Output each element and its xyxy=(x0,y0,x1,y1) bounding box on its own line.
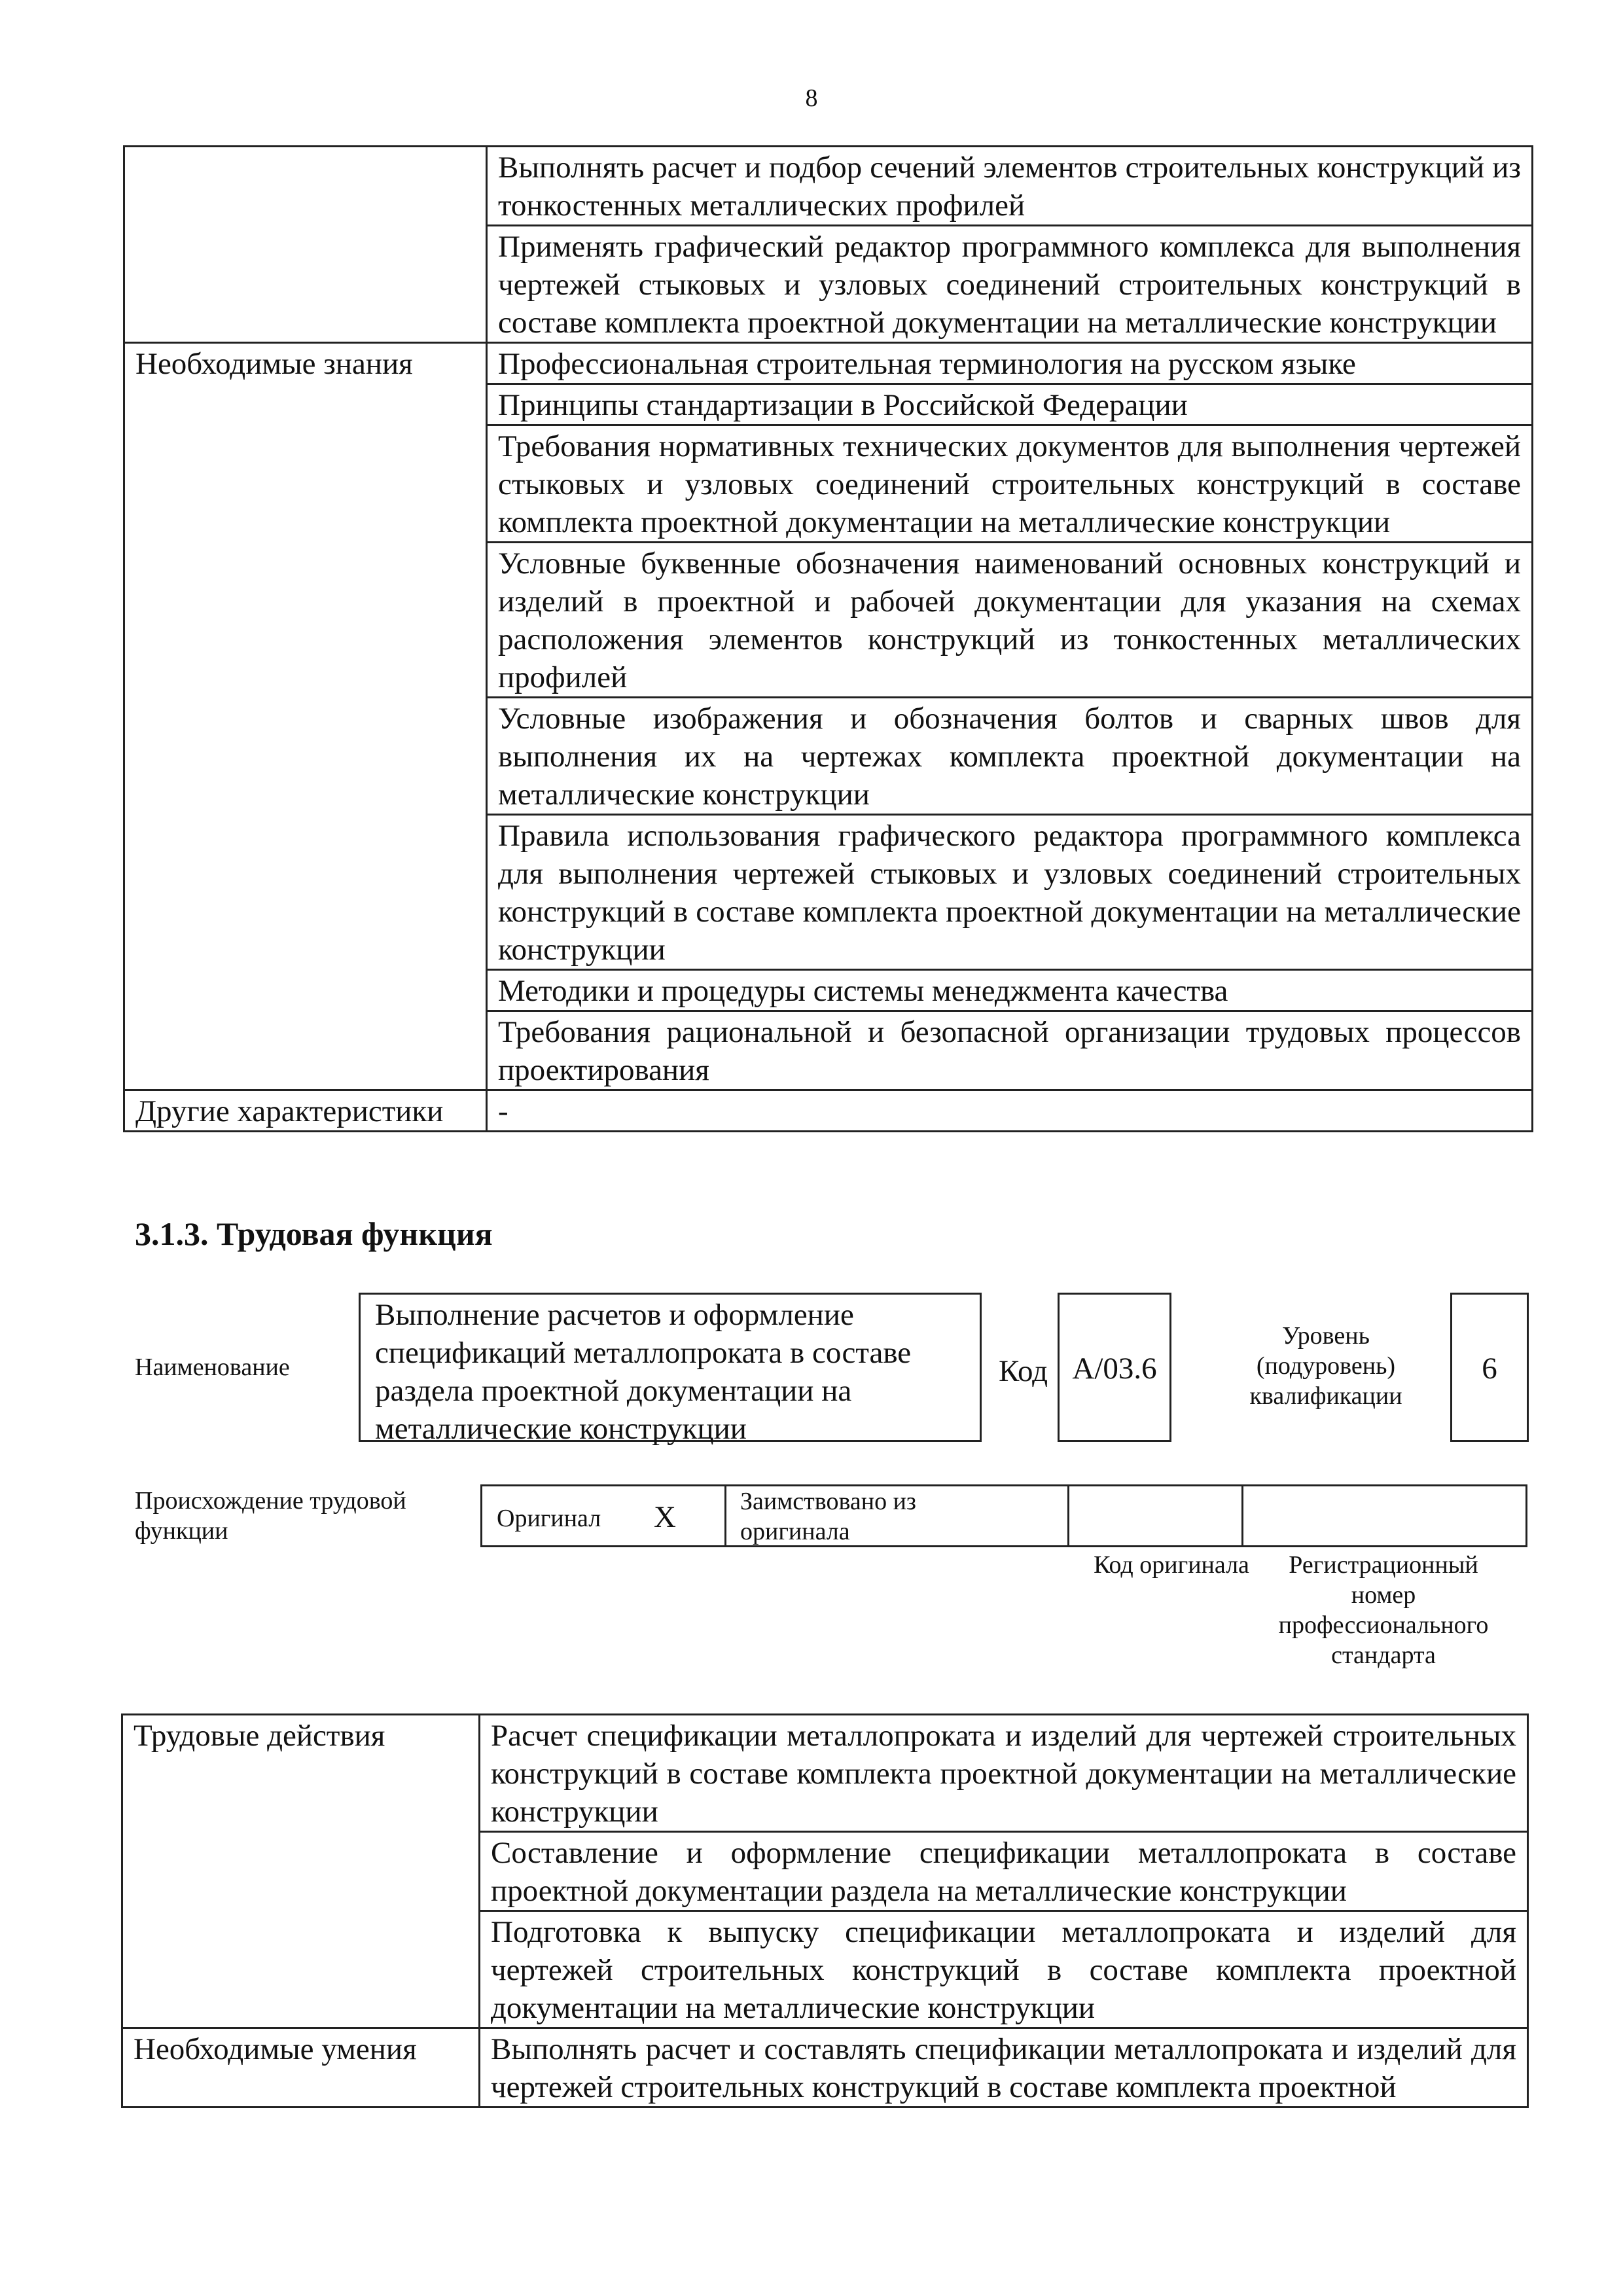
divider xyxy=(1241,1486,1243,1545)
borrowed-label: Заимствовано из оригинала xyxy=(740,1488,916,1545)
table-cell: Расчет спецификации металлопроката и изделий для чертежей строительных конструкций в составе комплекта проектной документации на металлические конструкции xyxy=(480,1715,1528,1832)
divider xyxy=(724,1486,726,1545)
competency-table-top xyxy=(123,145,1533,1132)
original-label: Оригинал xyxy=(497,1505,601,1532)
table-row xyxy=(124,1090,1533,1132)
divider xyxy=(1067,1486,1069,1545)
function-name: Выполнение расчетов и оформление спецификаций металлопроката в составе раздела проектной документации на металлические конструкции xyxy=(375,1298,912,1446)
function-name-box xyxy=(359,1293,982,1446)
table-cell: Подготовка к выпуску спецификации металлопроката и изделий для чертежей строительных конструкций в составе комплекта проектной документации на металлические конструкции xyxy=(480,1911,1528,2028)
name-label: Наименование xyxy=(135,1354,290,1381)
table-cell: - xyxy=(487,1090,1533,1132)
table-cell: Составление и оформление спецификации металлопроката в составе проектной документации раздела на металлические конструкции xyxy=(480,1832,1528,1911)
table-cell: Условные изображения и обозначения болтов и сварных швов для выполнения их на чертежах комплекта проектной документации на металлические конструкции xyxy=(487,698,1533,815)
section-heading: 3.1.3. Трудовая функция xyxy=(135,1215,493,1252)
table-cell: Требования рациональной и безопасной организации трудовых процессов проектирования xyxy=(487,1011,1533,1090)
table-row xyxy=(124,343,1533,384)
table-cell: Принципы стандартизации в Российской Федерации xyxy=(487,384,1533,425)
table-row xyxy=(122,1715,1528,1832)
row-label-actions: Трудовые действия xyxy=(122,1715,480,2028)
table-cell: Правила использования графического редактора программного комплекса для выполнения чертежей стыковых и узловых соединений строительных конструкций в составе комплекта проектной документации на металлические конструкции xyxy=(487,815,1533,970)
original-mark: X xyxy=(654,1500,676,1534)
table-cell: Условные буквенные обозначения наименований основных конструкций и изделий в проектной и рабочей документации для указания на схемах расположения элементов конструкций из тонкостенных металлических профилей xyxy=(487,543,1533,698)
origin-label: Происхождение трудовой функции xyxy=(135,1487,406,1545)
table-cell: Выполнять расчет и подбор сечений элементов строительных конструкций из тонкостенных металлических профилей xyxy=(487,147,1533,226)
origin-box xyxy=(480,1484,1527,1547)
code-value: А/03.6 xyxy=(1072,1352,1157,1386)
level-box xyxy=(1450,1293,1529,1442)
table-cell: Требования нормативных технических документов для выполнения чертежей стыковых и узловых соединений строительных конструкций в составе комплекта проектной документации на металлические конструкции xyxy=(487,425,1533,543)
row-label xyxy=(124,147,487,343)
table-cell: Применять графический редактор программного комплекса для выполнения чертежей стыковых и узловых соединений строительных конструкций в составе комплекта проектной документации на металлические конструкции xyxy=(487,226,1533,343)
table-row xyxy=(122,2028,1528,2108)
row-label-other: Другие характеристики xyxy=(124,1090,487,1132)
page-number: 8 xyxy=(805,84,818,112)
table-cell: Выполнять расчет и составлять спецификации металлопроката и изделий для чертежей строительных конструкций в составе комплекта проектной xyxy=(480,2028,1528,2108)
code-label: Код xyxy=(999,1354,1048,1388)
level-value: 6 xyxy=(1482,1352,1497,1386)
table-cell: Методики и процедуры системы менеджмента качества xyxy=(487,970,1533,1011)
table-row xyxy=(124,147,1533,226)
table-cell: Профессиональная строительная терминология на русском языке xyxy=(487,343,1533,384)
level-label: Уровень (подуровень) квалификации xyxy=(1249,1322,1402,1410)
code-caption: Код оригинала xyxy=(1094,1551,1249,1579)
row-label-knowledge: Необходимые знания xyxy=(124,343,487,1090)
row-label-skills: Необходимые умения xyxy=(122,2028,480,2108)
competency-table-bottom xyxy=(121,1713,1529,2108)
reg-caption: Регистрационный номер профессионального стандарта xyxy=(1278,1551,1489,1669)
code-box xyxy=(1058,1293,1171,1442)
